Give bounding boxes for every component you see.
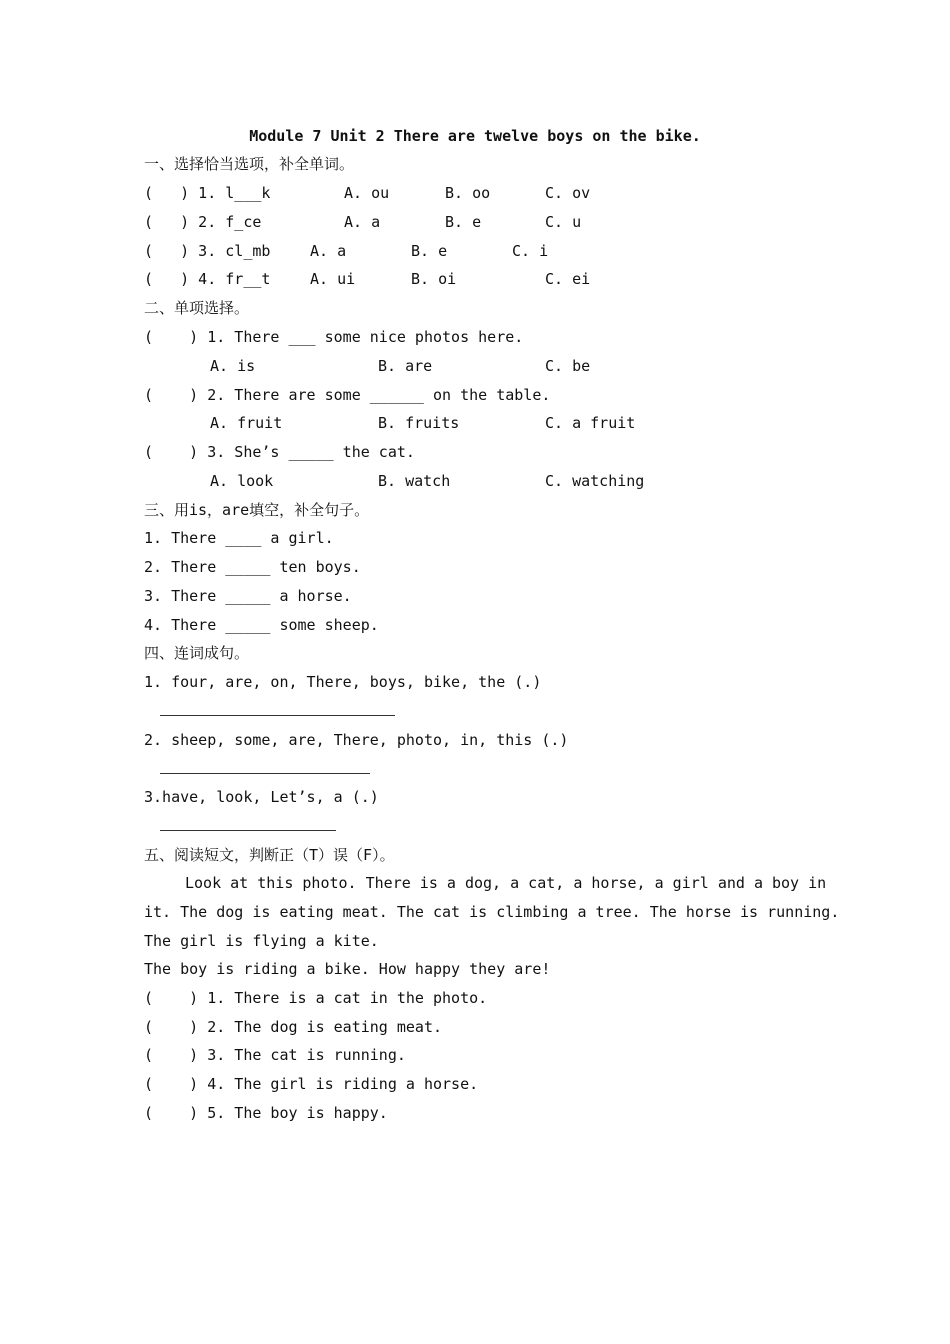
s1-option-b-3: B. e bbox=[411, 242, 448, 260]
s1-option-b-4: B. oi bbox=[411, 270, 457, 288]
s1-option-a-2: A. a bbox=[344, 213, 381, 231]
s5-item-1: ( ) 1. There is a cat in the photo. bbox=[144, 989, 488, 1007]
s1-option-a-1: A. ou bbox=[344, 184, 390, 202]
s2-option-c-3: C. watching bbox=[545, 472, 645, 490]
s5-item-5: ( ) 5. The boy is happy. bbox=[144, 1104, 388, 1122]
s2-option-b-1: B. are bbox=[378, 357, 433, 375]
s4-item-3: 3.have, look, Let’s, a (.) bbox=[144, 788, 379, 806]
s1-option-a-4: A. ui bbox=[310, 270, 356, 288]
s2-option-c-1: C. be bbox=[545, 357, 591, 375]
s1-option-a-3: A. a bbox=[310, 242, 347, 260]
s2-option-a-1: A. is bbox=[210, 357, 256, 375]
section-4-heading: 四、连词成句。 bbox=[144, 644, 250, 662]
section-3-heading: 三、用is，are填空，补全句子。 bbox=[144, 501, 370, 519]
s4-item-1: 1. four, are, on, There, boys, bike, the (.) bbox=[144, 673, 542, 691]
s4-item-2: 2. sheep, some, are, There, photo, in, this (.) bbox=[144, 731, 569, 749]
s1-question-2: ( ) 2. f_ce bbox=[144, 213, 262, 231]
s1-option-c-2: C. u bbox=[545, 213, 582, 231]
s2-question-2: ( ) 2. There are some ______ on the table. bbox=[144, 386, 551, 404]
section-5-heading: 五、阅读短文，判断正（T）误（F）。 bbox=[144, 846, 395, 864]
section-2-heading: 二、单项选择。 bbox=[144, 299, 250, 317]
s1-question-1: ( ) 1. l___k bbox=[144, 184, 271, 202]
s2-question-1: ( ) 1. There ___ some nice photos here. bbox=[144, 328, 524, 346]
s2-option-b-3: B. watch bbox=[378, 472, 451, 490]
s1-option-c-1: C. ov bbox=[545, 184, 591, 202]
s2-option-c-2: C. a fruit bbox=[545, 414, 636, 432]
page-title: Module 7 Unit 2 There are twelve boys on the bike. bbox=[249, 127, 701, 145]
s4-answer-line-3[interactable] bbox=[160, 830, 336, 831]
s5-item-2: ( ) 2. The dog is eating meat. bbox=[144, 1018, 443, 1036]
s2-option-a-2: A. fruit bbox=[210, 414, 283, 432]
passage-line-1: Look at this photo. There is a dog, a cat, a horse, a girl and a boy in bbox=[185, 874, 827, 892]
s3-item-4: 4. There _____ some sheep. bbox=[144, 616, 379, 634]
s5-item-4: ( ) 4. The girl is riding a horse. bbox=[144, 1075, 479, 1093]
s1-option-b-2: B. e bbox=[445, 213, 482, 231]
s2-option-a-3: A. look bbox=[210, 472, 274, 490]
s4-answer-line-1[interactable] bbox=[160, 715, 395, 716]
s2-option-b-2: B. fruits bbox=[378, 414, 460, 432]
s3-item-3: 3. There _____ a horse. bbox=[144, 587, 352, 605]
passage-line-4: The boy is riding a bike. How happy they are! bbox=[144, 960, 551, 978]
s3-item-1: 1. There ____ a girl. bbox=[144, 529, 334, 547]
s1-option-c-3: C. i bbox=[512, 242, 549, 260]
section-1-heading: 一、选择恰当选项，补全单词。 bbox=[144, 155, 355, 173]
s1-question-3: ( ) 3. cl_mb bbox=[144, 242, 271, 260]
passage-line-3: The girl is flying a kite. bbox=[144, 932, 379, 950]
s2-question-3: ( ) 3. She’s _____ the cat. bbox=[144, 443, 415, 461]
s3-item-2: 2. There _____ ten boys. bbox=[144, 558, 361, 576]
passage-line-2: it. The dog is eating meat. The cat is climbing a tree. The horse is running. bbox=[144, 903, 840, 921]
s4-answer-line-2[interactable] bbox=[160, 773, 370, 774]
s5-item-3: ( ) 3. The cat is running. bbox=[144, 1046, 406, 1064]
s1-question-4: ( ) 4. fr__t bbox=[144, 270, 271, 288]
s1-option-c-4: C. ei bbox=[545, 270, 591, 288]
s1-option-b-1: B. oo bbox=[445, 184, 491, 202]
